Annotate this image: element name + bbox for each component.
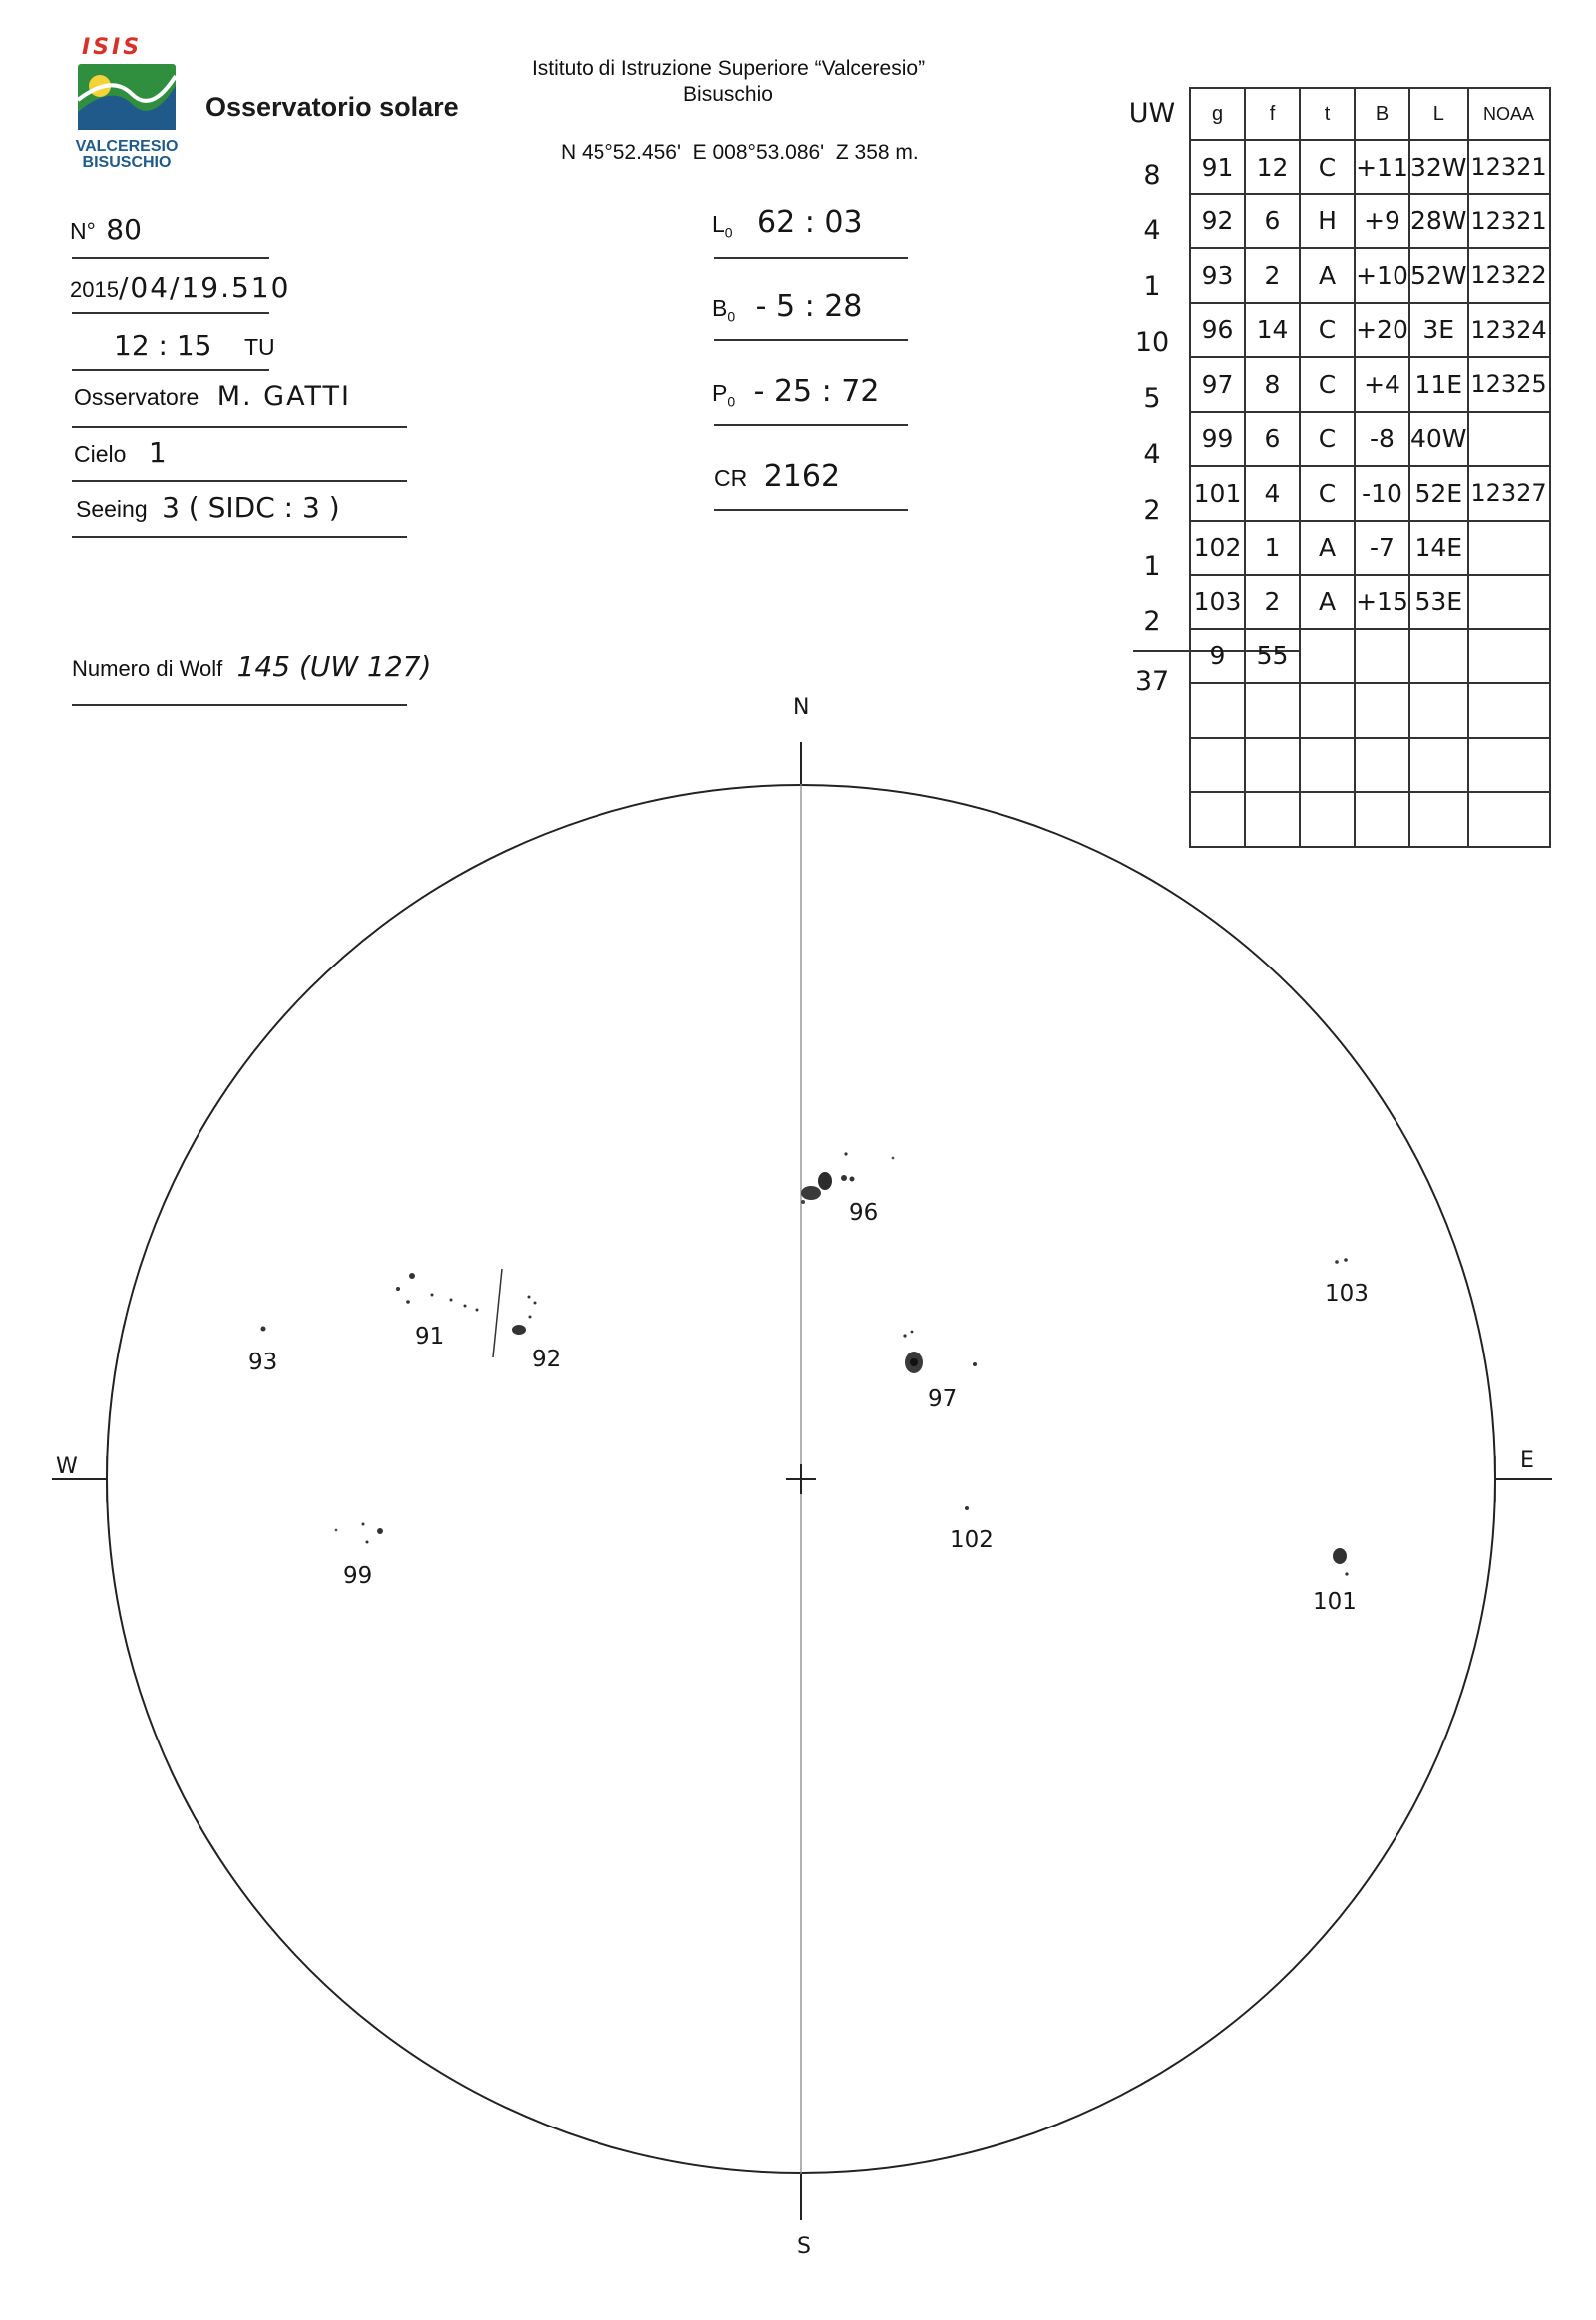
- sunspot-group-99: [335, 1523, 383, 1544]
- wolf-value: 145 (UW 127): [236, 650, 432, 683]
- cell-f: 2: [1245, 575, 1300, 629]
- record-number-value: 80: [106, 213, 142, 246]
- sunspot-group-101: [1333, 1548, 1349, 1576]
- l0-label: $L_0$: [712, 211, 733, 241]
- logo-line1: VALCERESIO: [75, 138, 179, 155]
- cell-g: 93: [1190, 248, 1245, 303]
- west-label: W: [56, 1454, 78, 1479]
- logo-line2: BISUSCHIO: [82, 154, 172, 171]
- cell-b: +9: [1355, 194, 1409, 249]
- group-label-96: 96: [849, 1200, 879, 1226]
- cell-l: 3E: [1409, 303, 1468, 358]
- group-label-92: 92: [532, 1347, 562, 1372]
- cell-b: -7: [1355, 521, 1409, 576]
- cell-b: +10: [1355, 248, 1409, 303]
- cell-g: 99: [1190, 412, 1245, 467]
- wolf-label: Numero di Wolf: [72, 656, 223, 681]
- cell-f: 2: [1245, 248, 1300, 303]
- uw-value: 5: [1143, 383, 1161, 414]
- date-value: /04/19.510: [118, 271, 291, 304]
- group-label-99: 99: [343, 1563, 373, 1589]
- time-unit: TU: [243, 334, 275, 360]
- l0-value: 62 : 03: [757, 205, 863, 240]
- cell-b: +20: [1355, 303, 1409, 358]
- b0-label: $B_0$: [712, 295, 736, 325]
- uw-value: 8: [1143, 160, 1161, 191]
- cell-g: 91: [1190, 140, 1245, 194]
- cr-value: 2162: [763, 459, 841, 494]
- cell-l: 52E: [1409, 466, 1468, 521]
- logo-wordmark: ISIS: [82, 35, 143, 60]
- observer-label: Osservatore: [74, 384, 200, 410]
- uw-value: 4: [1143, 439, 1161, 470]
- cell-l: 14E: [1409, 521, 1468, 576]
- cell-l: 53E: [1409, 575, 1468, 629]
- cell-l: 40W: [1409, 412, 1468, 467]
- total-f: 55: [1245, 629, 1300, 684]
- cell-f: 1: [1245, 521, 1300, 576]
- uw-total: 37: [1134, 666, 1170, 697]
- p0-label: $P_0$: [712, 380, 736, 410]
- cell-g: 92: [1190, 194, 1245, 249]
- cell-f: 12: [1245, 140, 1300, 194]
- uw-value: 4: [1143, 215, 1161, 246]
- record-number-label: N°: [70, 218, 96, 244]
- cell-g: 103: [1190, 575, 1245, 629]
- p0-value: - 25 : 72: [753, 374, 880, 409]
- cell-noaa: 12325: [1468, 357, 1550, 412]
- cell-b: +11: [1355, 140, 1409, 194]
- uw-header: UW: [1128, 98, 1176, 129]
- sunspot-group-92: [512, 1296, 537, 1336]
- seeing-value: 3 ( SIDC : 3 ): [162, 491, 340, 524]
- sunspot-group-96: [801, 1152, 894, 1204]
- cell-b: -8: [1355, 412, 1409, 467]
- cell-l: 28W: [1409, 194, 1468, 249]
- cell-t: A: [1300, 575, 1355, 629]
- cell-t: A: [1300, 248, 1355, 303]
- cell-f: 4: [1245, 466, 1300, 521]
- sunspot-group-93: [261, 1327, 266, 1332]
- sky-value: 1: [148, 436, 167, 469]
- uw-value: 1: [1143, 551, 1161, 581]
- cell-b: -10: [1355, 466, 1409, 521]
- observatory-title: Osservatorio solare: [205, 92, 459, 122]
- uw-value: 1: [1143, 271, 1161, 302]
- col-l-header: L: [1409, 88, 1468, 140]
- col-b-header: B: [1355, 88, 1409, 140]
- date-year: 2015: [70, 277, 119, 302]
- col-noaa-header: NOAA: [1468, 88, 1550, 140]
- site-coordinates: N 45°52.456' E 008°53.086' Z 358 m.: [561, 141, 919, 164]
- seeing-label: Seeing: [76, 496, 148, 522]
- group-label-103: 103: [1325, 1281, 1369, 1307]
- cell-noaa: 12321: [1468, 140, 1550, 194]
- cell-noaa: 12327: [1468, 466, 1550, 521]
- cell-l: 11E: [1409, 357, 1468, 412]
- cell-noaa: 12322: [1468, 248, 1550, 303]
- cell-f: 6: [1245, 194, 1300, 249]
- cr-label: CR: [714, 465, 748, 491]
- time-value: 12 : 15: [114, 329, 212, 362]
- cell-t: H: [1300, 194, 1355, 249]
- cell-f: 8: [1245, 357, 1300, 412]
- group-label-97: 97: [928, 1386, 958, 1412]
- north-label: N: [793, 695, 810, 720]
- col-g-header: g: [1190, 88, 1245, 140]
- uw-value: 10: [1134, 327, 1170, 358]
- cell-g: 97: [1190, 357, 1245, 412]
- south-label: S: [797, 2234, 811, 2259]
- group-label-102: 102: [950, 1527, 994, 1553]
- cell-t: C: [1300, 140, 1355, 194]
- institute-line2: Bisuschio: [683, 83, 773, 106]
- institute-line1: Istituto di Istruzione Superiore “Valceresio”: [531, 57, 926, 80]
- cell-f: 6: [1245, 412, 1300, 467]
- uw-value: 2: [1143, 606, 1161, 637]
- b0-value: - 5 : 28: [755, 289, 863, 324]
- cell-noaa: 12324: [1468, 303, 1550, 358]
- cell-f: 14: [1245, 303, 1300, 358]
- sunspot-group-91: [396, 1273, 479, 1312]
- group-label-91: 91: [415, 1324, 445, 1350]
- sunspot-group-103: [1335, 1258, 1348, 1264]
- cell-noaa: 12321: [1468, 194, 1550, 249]
- col-t-header: t: [1300, 88, 1355, 140]
- cell-g: 96: [1190, 303, 1245, 358]
- sunspot-group-97: [903, 1331, 977, 1373]
- sunspot-group-102: [965, 1506, 969, 1510]
- sky-label: Cielo: [74, 441, 127, 467]
- cell-g: 101: [1190, 466, 1245, 521]
- col-f-header: f: [1245, 88, 1300, 140]
- cell-g: 102: [1190, 521, 1245, 576]
- group-label-93: 93: [248, 1350, 278, 1375]
- cell-t: C: [1300, 357, 1355, 412]
- cell-b: +4: [1355, 357, 1409, 412]
- cell-l: 32W: [1409, 140, 1468, 194]
- observer-value: M. GATTI: [216, 381, 351, 412]
- cell-t: C: [1300, 466, 1355, 521]
- east-label: E: [1520, 1448, 1534, 1473]
- total-g: 9: [1190, 629, 1245, 684]
- uw-value: 2: [1143, 495, 1161, 526]
- cell-b: +15: [1355, 575, 1409, 629]
- group-label-101: 101: [1313, 1589, 1357, 1615]
- cell-t: C: [1300, 412, 1355, 467]
- cell-t: C: [1300, 303, 1355, 358]
- cell-l: 52W: [1409, 248, 1468, 303]
- cell-t: A: [1300, 521, 1355, 576]
